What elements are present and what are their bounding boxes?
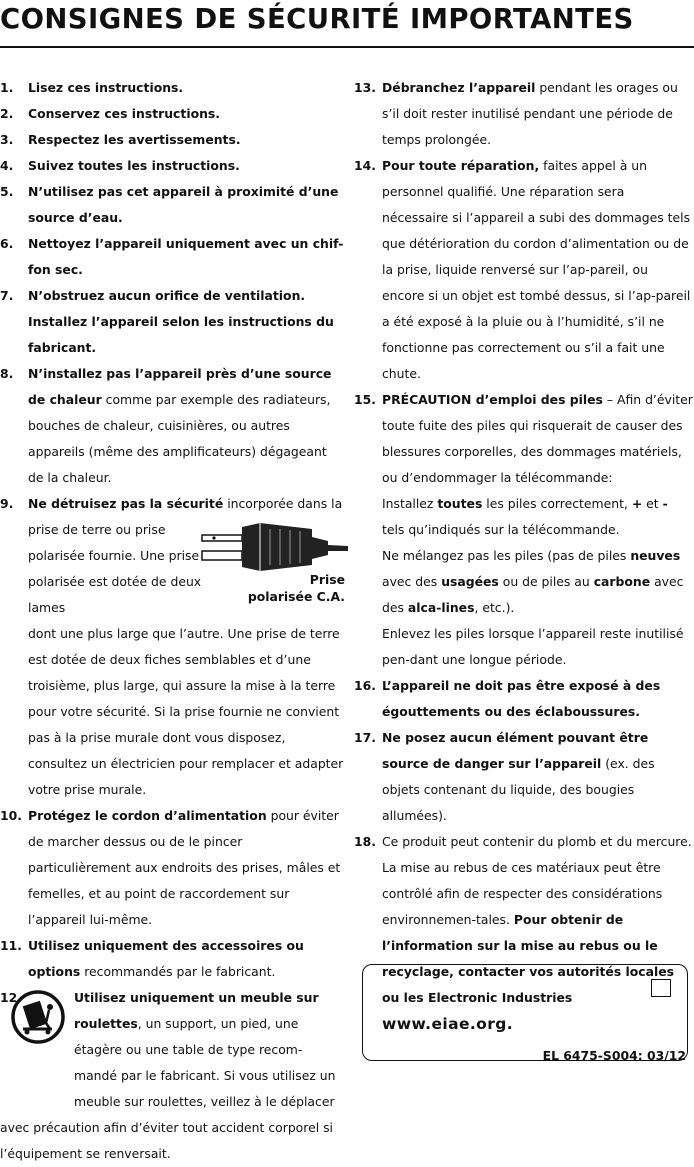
list-item: 6. Nettoyez l’appareil uniquement avec un chif-fon sec. — [0, 236, 344, 277]
right-column — [354, 75, 694, 1069]
polarized-plug-icon — [200, 519, 350, 577]
list-item: 7. N’obstruez aucun orifice de ventilation. Installez l’appareil selon les instructions du fabricant. — [0, 288, 334, 355]
list-item-repair: 14. Pour toute réparation, faites appel à un personnel qualifié. Une réparation sera nécessaire si l’appareil a subi des dommages tels que détérioration du cordon d’alimentation ou de la prise, liquide renversé sur l’ap-pareil, ou encore si un objet est tombé dessus, si l’ap-pareil a été exposé à la pluie ou à l’humidité, s’il ne fonctionne pas correctement ou s’il a fait une chute. — [354, 158, 691, 381]
info-box — [362, 964, 688, 1061]
list-item: 4. Suivez toutes les instructions. — [0, 158, 240, 173]
list-item: 5. N’utilisez pas cet appareil à proximité d’une source d’eau. — [0, 184, 339, 225]
list-item-cord: 10. Protégez le cordon d’alimentation pour éviter de marcher dessus ou de le pincer particulièrement aux endroits des prises, mâles et femelles, et au point de raccordement sur l’appareil lui-même. — [0, 808, 341, 927]
list-item-accessories: 11. Utilisez uniquement des accessoires ou options recommandés par le fabricant. — [0, 938, 304, 979]
list-item: 1. Lisez ces instructions. — [0, 80, 184, 95]
plug-figure-area: prise de terre ou prise polarisée fournie. Une prise polarisée est dotée de deux lames Prise polarisée C.A. — [28, 517, 345, 621]
list-item-unplug: 13. Débranchez l’appareil pendant les orages ou s’il doit rester inutilisé pendant une période de temps prolongée. — [354, 80, 678, 147]
list-item-disposal: 18. Ce produit peut contenir du plomb et du mercure. La mise au rebus de ces matériaux peut être contrôlé afin de respecter des considérations environnemen-tales. Pour obtenir de l’information sur la mise au rebus ou le recyclage, contacter vos autorités locales ou les Electronic Industries www.eiae.org. — [354, 829, 694, 1037]
cart-warning-icon — [10, 989, 66, 1045]
list-item: 2. Conservez ces instructions. — [0, 106, 220, 121]
left-column — [0, 75, 345, 1167]
list-item-splash: 16. L’appareil ne doit pas être exposé à des égouttements ou des éclaboussures. — [354, 678, 661, 719]
list-item: 3. Respectez les avertissements. — [0, 132, 241, 147]
page-title: CONSIGNES DE SÉCURITÉ IMPORTANTES — [0, 3, 634, 35]
title-rule — [0, 46, 694, 48]
list-item-hazard: 17. Ne posez aucun élément pouvant être source de danger sur l’appareil (ex. des objets contenant du liquide, des bougies allumées). — [354, 730, 655, 823]
document-reference: EL 6475-S004: 03/12 — [542, 1048, 686, 1063]
website-link[interactable]: www.eiae.org. — [382, 1015, 514, 1033]
list-item-batteries: 15. PRÉCAUTION d’emploi des piles – Afin d’éviter toute fuite des piles qui risquerait de causer des blessures corporelles, des dommages matériels, ou d’endommager la télécommande: Installez toutes les piles correctement, + et - tels qu’indiqués sur la télécommande. Ne mélangez pas les piles (pas de piles neuves avec des usagées ou de piles au carbone avec des alca-lines, etc.). Enlevez les piles lorsque l’appareil reste inutilisé pen-dant une longue période. — [354, 392, 693, 667]
checkbox-square — [651, 979, 671, 997]
list-item-plug: 9. Ne détruisez pas la sécurité incorporée dans la prise de terre ou prise polarisée fournie. Une prise polarisée est dotée de deux lames Prise polarisée C.A. dont une plus large que l’autre. Une prise de terre est dotée de deux fiches semblables et d’une troisième, plus large, qui assure la mise à la terre pour votre sécurité. Si la prise fournie ne convient pas à la prise murale dont vous disposez, consultez un électricien pour remplacer et adapter votre prise murale. — [0, 491, 345, 803]
plug-caption: Prise polarisée C.A. — [247, 572, 345, 604]
list-item-heat: 8. N’installez pas l’appareil près d’une source de chaleur comme par exemple des radiateurs, bouches de chaleur, cuisinières, ou autres appareils (même des amplificateurs) dégageant de la chaleur. — [0, 366, 332, 485]
list-item-cart: 12. Utilisez uniquement un meuble sur roulettes, un support, un pied, une étagère ou une table de type recom-mandé par le fabricant. Si vous utilisez un meuble sur roulettes, veillez à le déplacer avec précaution afin d’éviter tout accident corporel si l’équipement se renversait. — [0, 990, 336, 1161]
